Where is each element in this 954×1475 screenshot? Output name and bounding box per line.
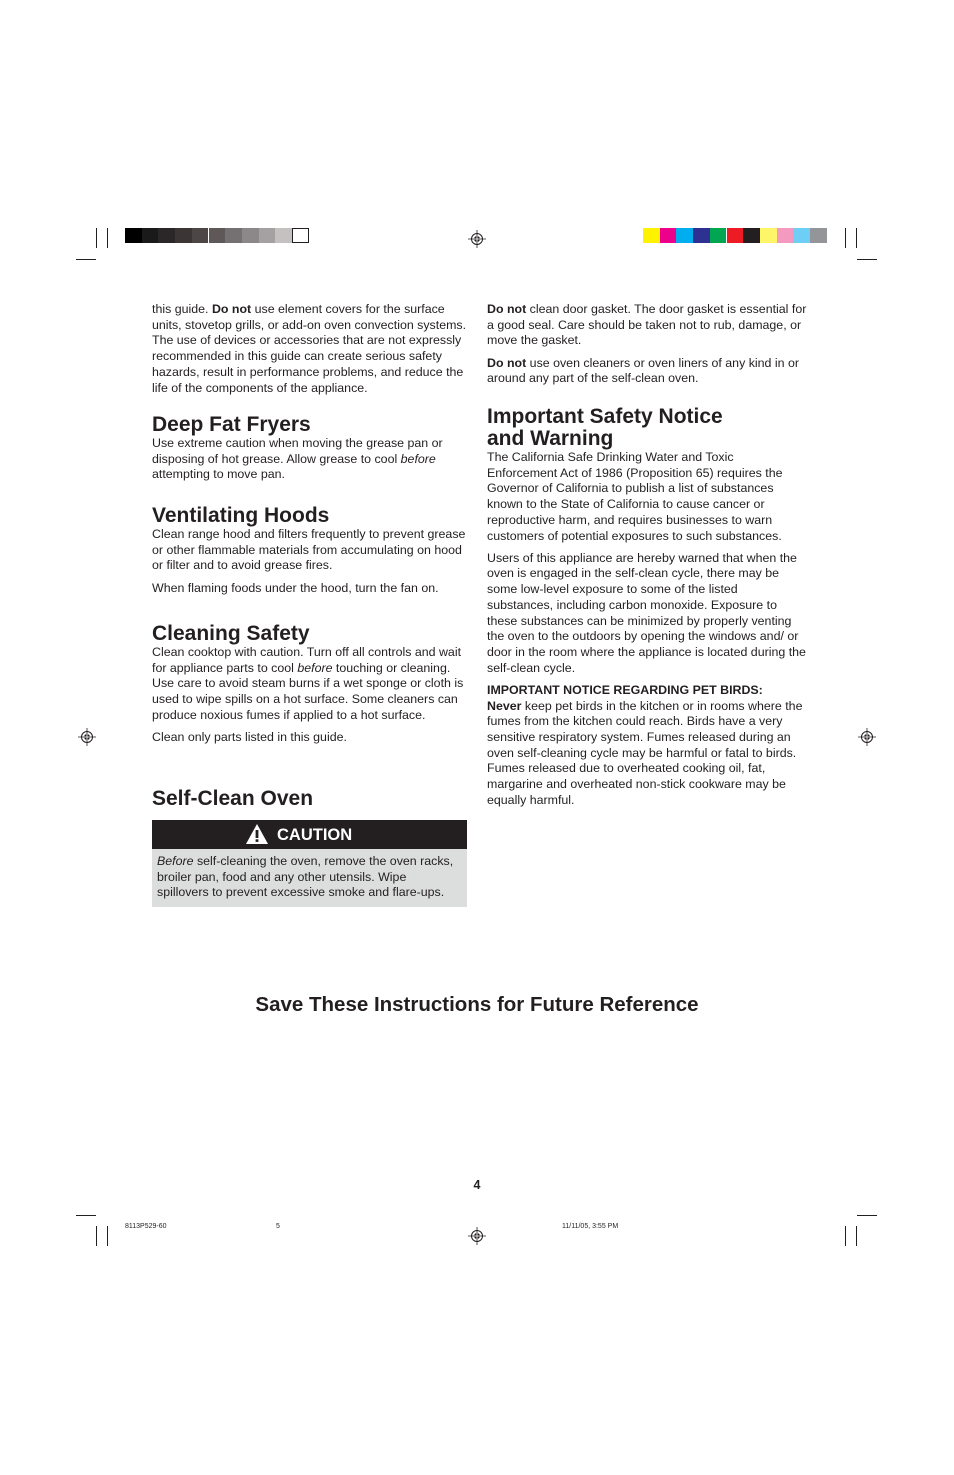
section-body: Clean range hood and filters frequently to prevent grease or other flammable materials from accumulating on hood or filter and to avoid grease fires. [152,527,466,573]
footer-job-code: 8113P529-60 [125,1223,167,1230]
caution-banner [152,820,467,849]
oven-cleaners-paragraph: Do not use oven cleaners or oven liners of any kind in or around any part of the self-clean oven. [487,355,799,386]
section-heading: Deep Fat Fryers [152,413,311,436]
pet-birds-heading: IMPORTANT NOTICE REGARDING PET BIRDS: [487,682,763,697]
color-swatch [743,228,760,243]
safety-notice-section [487,406,807,815]
gasket-paragraph: Do not clean door gasket. The door gasket is essential for a good seal. Care should be taken not to rub, damage, or move the gasket. [487,302,807,348]
footer-sheet-number: 5 [276,1223,280,1230]
color-swatch [158,228,175,243]
section-body: Clean cooktop with caution. Turn off all controls and wait for appliance parts to cool before touching or cleaning. Use care to avoid steam burns if a wet sponge or cloth is used to wipe spills on a hot surface. Some cleaners can produce noxious fumes if applied to a hot surface. [152,645,464,722]
section-heading: Self-Clean Oven [152,787,314,810]
color-swatch [660,228,677,243]
caution-body: Before self-cleaning the oven, remove the oven racks, broiler pan, food and any other utensils. Wipe spillovers to prevent excessive smoke and flare-ups. [152,849,467,907]
color-swatch [259,228,276,243]
pet-birds-paragraph: Never keep pet birds in the kitchen or in rooms where the fumes from the kitchen could reach. Birds have a very sensitive respiratory system. Fumes released during an oven self-cleaning cycle may be harmful or fatal to birds. Fumes released due to overheated cooking oil, fat, margarine and overheated non-stick cookware may be equally harmful. [487,698,803,807]
color-swatch [275,228,292,243]
save-instructions-heading: Save These Instructions for Future Reference [255,993,699,1016]
section-heading: Important Safety Notice and Warning [487,405,723,450]
color-swatch [760,228,777,243]
color-swatch [175,228,192,243]
color-swatch [209,228,226,243]
ventilating-hoods-section [152,505,470,603]
right-column [487,302,807,394]
color-swatch [777,228,794,243]
deep-fat-fryers-section [152,414,470,490]
section-heading: Cleaning Safety [152,622,310,645]
registration-mark-icon [468,1227,486,1245]
intro-paragraph: this guide. Do not use element covers for the surface units, stovetop grills, or add-on oven convection systems. The use of devices or accessories that are not expressly recommended in this guide can create serious safety hazards, result in performance problems, and reduce the life of the components of the appliance. [152,302,467,395]
color-swatch [693,228,710,243]
registration-mark-icon [468,230,486,248]
registration-mark-icon [858,728,876,746]
self-clean-oven-section [152,788,470,810]
section-body: Users of this appliance are hereby warned that when the oven is engaged in the self-clean cycle, there may be some low-level exposure to some of the listed substances, including carbon monoxide. Exposure to these substances can be minimized by properly venting the oven to the outdoors by opening the windows and/ or door in the room where the appliance is located during the self-clean cycle. [487,550,806,675]
section-body: Use extreme caution when moving the grease pan or disposing of hot grease. Allow grease to cool before attempting to move pan. [152,436,443,482]
registration-mark-icon [78,728,96,746]
page-number: 4 [473,1178,481,1192]
color-swatch [142,228,159,243]
color-swatch [292,228,309,243]
color-swatch [676,228,693,243]
footer-timestamp: 11/11/05, 3:55 PM [562,1223,619,1230]
color-swatch [242,228,259,243]
color-swatch [727,228,744,243]
color-swatch [225,228,242,243]
color-swatch [125,228,142,243]
color-swatch [793,228,810,243]
cleaning-safety-section [152,623,470,752]
caution-label: CAUTION [277,826,353,844]
color-swatch [192,228,209,243]
section-body: Clean only parts listed in this guide. [152,730,347,745]
color-swatch [643,228,660,243]
warning-triangle-icon [245,823,269,845]
section-heading: Ventilating Hoods [152,504,330,527]
left-column [152,302,470,403]
section-body: When flaming foods under the hood, turn the fan on. [152,580,439,595]
color-swatch [810,228,827,243]
color-swatch [710,228,727,243]
section-body: The California Safe Drinking Water and Toxic Enforcement Act of 1986 (Proposition 65) requires the Governor of California to publish a list of substances known to the State of California to cause cancer or reproductive harm, and requires businesses to warn customers of potential exposures to such substances. [487,450,783,543]
